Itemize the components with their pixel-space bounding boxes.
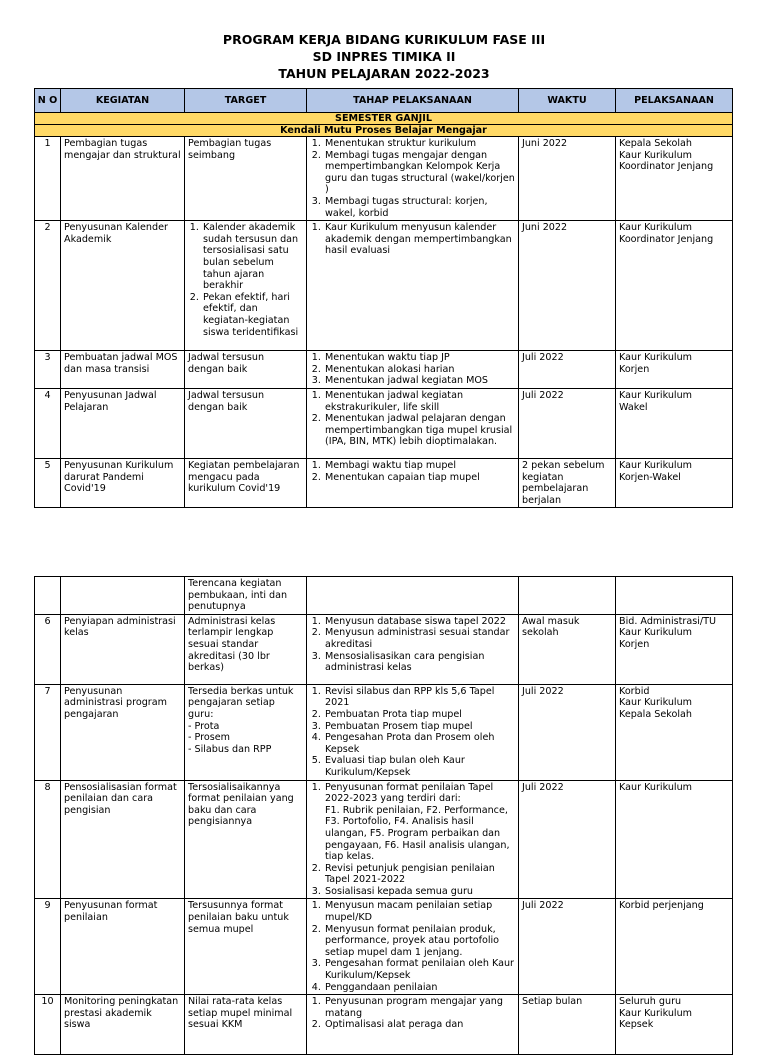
row-pelaksanaan: Kaur Kurikulum Korjen-Wakel [616, 458, 733, 507]
row-pelaksanaan: Seluruh guru Kaur Kurikulum Kepsek [616, 995, 733, 1055]
row-waktu: Juni 2022 [519, 137, 616, 221]
table-row [35, 684, 733, 780]
header-waktu: WAKTU [519, 89, 616, 113]
row-waktu: Juli 2022 [519, 351, 616, 389]
row-number: 1 [35, 137, 61, 221]
row-number: 3 [35, 351, 61, 389]
tahap-item: 2. Revisi petunjuk pengisian penilaian Tapel 2021-2022 [324, 863, 515, 886]
row-waktu: Juli 2022 [519, 899, 616, 995]
row-target: Pembagian tugas seimbang [185, 137, 307, 221]
table-row [35, 780, 733, 899]
row-number: 9 [35, 899, 61, 995]
header-pelaksanaan: PELAKSANAAN [616, 89, 733, 113]
row-tahap [307, 780, 519, 899]
row-kegiatan: Pembuatan jadwal MOS dan masa transisi [61, 351, 185, 389]
row-tahap [307, 458, 519, 507]
tahap-item: 3. Membagi tugas structural: korjen, wakel, korbid [324, 196, 515, 219]
tahap-item: 1. Menentukan jadwal kegiatan ekstrakurikuler, life skill [324, 390, 515, 413]
row-pelaksanaan: Kaur Kurikulum Korjen [616, 351, 733, 389]
row-kegiatan: Penyusunan Jadwal Pelajaran [61, 388, 185, 458]
tahap-item: 2. Menentukan capaian tiap mupel [324, 472, 515, 484]
document-title-line-2: SD INPRES TIMIKA II [312, 49, 456, 64]
table-row [35, 577, 733, 615]
tahap-item: 4. Penggandaan penilaian [324, 982, 515, 994]
tahap-item: 1. Menyusun macam penilaian setiap mupel/KD [324, 900, 515, 923]
row-kegiatan: Penyiapan administrasi kelas [61, 614, 185, 684]
row-pelaksanaan: Kaur Kurikulum Koordinator Jenjang [616, 221, 733, 351]
tahap-item: 3. Sosialisasi kepada semua guru [324, 886, 515, 898]
tahap-item: 3. Pembuatan Prosem tiap mupel [324, 721, 515, 733]
table-row [35, 221, 733, 351]
row-number: 7 [35, 684, 61, 780]
tahap-item: 4. Pengesahan Prota dan Prosem oleh Kepsek [324, 732, 515, 755]
tahap-item: 1. Kaur Kurikulum menyusun kalender akademik dengan mempertimbangkan hasil evaluasi [324, 222, 515, 257]
program-table-page-2 [34, 576, 733, 1055]
row-kegiatan: Monitoring peningkatan prestasi akademik siswa [61, 995, 185, 1055]
row-tahap [307, 351, 519, 389]
tahap-item: 2. Menyusun administrasi sesuai standar akreditasi [324, 627, 515, 650]
row-tahap [307, 899, 519, 995]
program-table-page-1 [34, 88, 733, 508]
tahap-item: 2. Optimalisasi alat peraga dan [324, 1019, 515, 1031]
row-target: Jadwal tersusun dengan baik [185, 351, 307, 389]
row-tahap [307, 388, 519, 458]
row-pelaksanaan: Korbid Kaur Kurikulum Kepala Sekolah [616, 684, 733, 780]
row-waktu: Juli 2022 [519, 684, 616, 780]
row-waktu: Setiap bulan [519, 995, 616, 1055]
row-waktu: Juli 2022 [519, 780, 616, 899]
tahap-item: 1. Menentukan struktur kurikulum [324, 138, 515, 150]
row-waktu: 2 pekan sebelum kegiatan pembelajaran berjalan [519, 458, 616, 507]
tahap-item: 2. Pembuatan Prota tiap mupel [324, 709, 515, 721]
row-waktu: Juli 2022 [519, 388, 616, 458]
row-target: Tersusunnya format penilaian baku untuk semua mupel [185, 899, 307, 995]
target-item: 1. Kalender akademik sudah tersusun dan tersosialisasi satu bulan sebelum tahun ajaran berakhir [202, 222, 303, 292]
row-target-continuation: Terencana kegiatan pembukaan, inti dan penutupnya [185, 577, 307, 615]
row-pelaksanaan: Bid. Administrasi/TU Kaur Kurikulum Korjen [616, 614, 733, 684]
header-no: N O [35, 89, 61, 113]
row-pelaksanaan: Kaur Kurikulum [616, 780, 733, 899]
row-waktu: Awal masuk sekolah [519, 614, 616, 684]
row-target: Kegiatan pembelajaran mengacu pada kurikulum Covid'19 [185, 458, 307, 507]
table-row [35, 137, 733, 221]
table-row [35, 351, 733, 389]
row-number: 5 [35, 458, 61, 507]
row-pelaksanaan: Kepala Sekolah Kaur Kurikulum Koordinator Jenjang [616, 137, 733, 221]
document-title-line-3: TAHUN PELAJARAN 2022-2023 [278, 66, 490, 81]
tahap-item: 3. Mensosialisasikan cara pengisian administrasi kelas [324, 651, 515, 674]
row-tahap [307, 614, 519, 684]
semester-label: SEMESTER GANJIL [35, 113, 733, 125]
target-item: 2. Pekan efektif, hari efektif, dan kegiatan-kegiatan siswa teridentifikasi [202, 292, 303, 338]
tahap-item: 1. Revisi silabus dan RPP kls 5,6 Tapel 2021 [324, 686, 515, 709]
row-number: 10 [35, 995, 61, 1055]
row-kegiatan: Penyusunan administrasi program pengajaran [61, 684, 185, 780]
document-title-line-1: PROGRAM KERJA BIDANG KURIKULUM FASE III [222, 32, 546, 47]
row-pelaksanaan: Korbid perjenjang [616, 899, 733, 995]
tahap-item: 1. Menyusun database siswa tapel 2022 [324, 616, 515, 628]
tahap-item: 2. Menentukan alokasi harian [324, 364, 515, 376]
row-number: 6 [35, 614, 61, 684]
tahap-item: 3. Menentukan jadwal kegiatan MOS [324, 375, 515, 387]
tahap-item: 5. Evaluasi tiap bulan oleh Kaur Kurikulum/Kepsek [324, 755, 515, 778]
table-row [35, 614, 733, 684]
row-pelaksanaan: Kaur Kurikulum Wakel [616, 388, 733, 458]
row-number: 8 [35, 780, 61, 899]
row-target: Jadwal tersusun dengan baik [185, 388, 307, 458]
row-target: Administrasi kelas terlampir lengkap sesuai standar akreditasi (30 lbr berkas) [185, 614, 307, 684]
row-kegiatan: Pembagian tugas mengajar dan struktural [61, 137, 185, 221]
row-kegiatan: Pensosialisasian format penilaian dan cara pengisian [61, 780, 185, 899]
row-kegiatan: Penyusunan Kurikulum darurat Pandemi Covid'19 [61, 458, 185, 507]
tahap-item: 2. Menyusun format penilaian produk, performance, proyek atau portofolio setiap mupel dam 1 jenjang. [324, 924, 515, 959]
row-kegiatan: Penyusunan Kalender Akademik [61, 221, 185, 351]
table-row [35, 995, 733, 1055]
tahap-item: 1. Menentukan waktu tiap JP [324, 352, 515, 364]
row-target: Tersedia berkas untuk pengajaran setiap guru: - Prota - Prosem - Silabus dan RPP [185, 684, 307, 780]
tahap-item: 3. Pengesahan format penilaian oleh Kaur Kurikulum/Kepsek [324, 958, 515, 981]
header-target: TARGET [185, 89, 307, 113]
row-target: Tersosialisaikannya format penilaian yang baku dan cara pengisiannya [185, 780, 307, 899]
tahap-item: 1. Membagi waktu tiap mupel [324, 460, 515, 472]
row-number: 2 [35, 221, 61, 351]
header-tahap: TAHAP PELAKSANAAN [307, 89, 519, 113]
row-tahap [307, 137, 519, 221]
row-waktu: Juni 2022 [519, 221, 616, 351]
tahap-item: 1. Penyusunan format penilaian Tapel 2022-2023 yang terdiri dari: F1. Rubrik penilaian, F2. Performance, F3. Portofolio, F4. Analisis hasil ulangan, F5. Program perbaikan dan pengayaan, F6. Hasil analisis ulangan, tiap kelas. [324, 782, 515, 863]
table-row [35, 899, 733, 995]
tahap-item: 1. Penyusunan program mengajar yang matang [324, 996, 515, 1019]
row-kegiatan: Penyusunan format penilaian [61, 899, 185, 995]
table-row [35, 458, 733, 507]
row-tahap [307, 684, 519, 780]
tahap-item: 2. Membagi tugas mengajar dengan mempertimbangkan Kelompok Kerja guru dan tugas structural (wakel/korjen ) [324, 150, 515, 196]
header-kegiatan: KEGIATAN [61, 89, 185, 113]
table-row [35, 388, 733, 458]
row-target [185, 221, 307, 351]
row-number: 4 [35, 388, 61, 458]
row-tahap [307, 221, 519, 351]
subsection-label: Kendali Mutu Proses Belajar Mengajar [35, 125, 733, 137]
row-target: Nilai rata-rata kelas setiap mupel minimal sesuai KKM [185, 995, 307, 1055]
row-tahap [307, 995, 519, 1055]
tahap-item: 2. Menentukan jadwal pelajaran dengan mempertimbangkan tiga mupel krusial (IPA, BIN, MTK) lebih dioptimalakan. [324, 413, 515, 448]
